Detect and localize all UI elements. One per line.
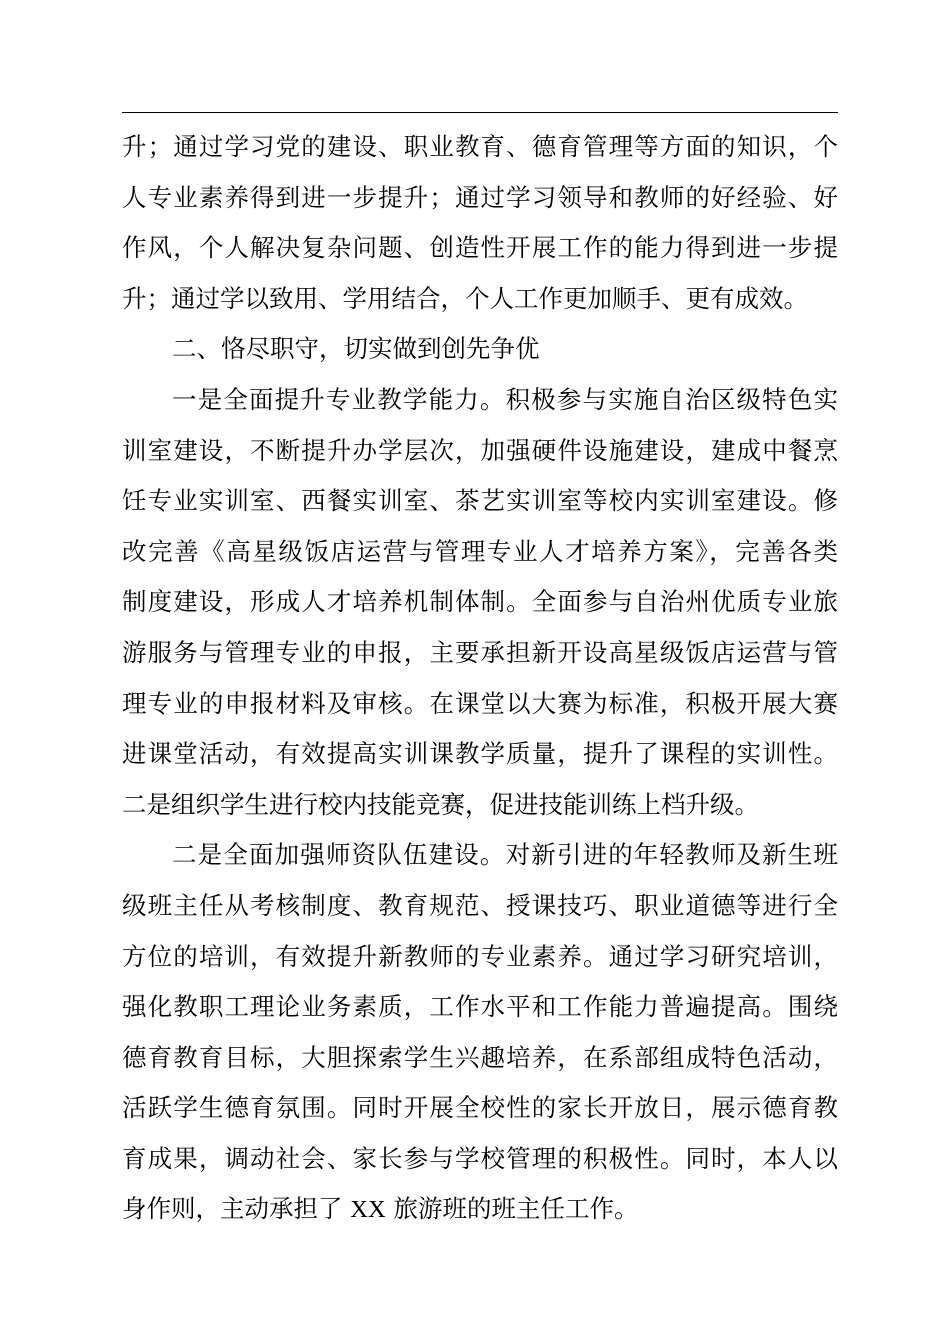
text-line: 理专业的申报材料及审核。在课堂以大赛为标准，积极开展大赛	[122, 688, 838, 718]
text-line: 人专业素养得到进一步提升；通过学习领导和教师的好经验、好	[122, 182, 838, 212]
text-line: 二是组织学生进行校内技能竞赛，促进技能训练上档升级。	[122, 789, 759, 819]
text-line: 游服务与管理专业的申报，主要承担新开设高星级饭店运营与管	[122, 637, 838, 667]
text-line: 进课堂活动，有效提高实训课教学质量，提升了课程的实训性。	[122, 739, 838, 769]
text-line: 一是全面提升专业教学能力。积极参与实施自治区级特色实	[172, 384, 838, 414]
text-line	[122, 1184, 838, 1235]
class-code: XX	[350, 1196, 386, 1224]
text-line: 制度建设，形成人才培养机制体制。全面参与自治州优质专业旅	[122, 587, 838, 617]
paragraph-teaching-ability	[122, 375, 838, 830]
header-rule	[122, 112, 838, 113]
text-line: 升；通过学以致用、学用结合，个人工作更加顺手、更有成效。	[122, 283, 808, 313]
text-line: 饪专业实训室、西餐实训室、茶艺实训室等校内实训室建设。修	[122, 486, 838, 516]
text-line: 德育教育目标，大胆探索学生兴趣培养，在系部组成特色活动，	[122, 1042, 838, 1072]
closing-text-before: 身作则，主动承担了	[122, 1194, 343, 1224]
text-line: 改完善《高星级饭店运营与管理专业人才培养方案》，完善各类	[122, 536, 838, 566]
text-line: 育成果，调动社会、家长参与学校管理的积极性。同时，本人以	[122, 1143, 838, 1173]
paragraph-continuation	[122, 122, 838, 324]
heading-line: 二、恪尽职守，切实做到创先争优	[172, 334, 540, 364]
text-line: 强化教职工理论业务素质，工作水平和工作能力普遍提高。围绕	[122, 992, 838, 1022]
text-line: 训室建设，不断提升办学层次，加强硬件设施建设，建成中餐烹	[122, 435, 838, 465]
text-line: 方位的培训，有效提升新教师的专业素养。通过学习研究培训，	[122, 941, 838, 971]
text-line: 级班主任从考核制度、教育规范、授课技巧、职业道德等进行全	[122, 890, 838, 920]
paragraph-teacher-team	[122, 830, 838, 1235]
closing-text-after: 旅游班的班主任工作。	[393, 1194, 639, 1224]
text-line: 作风，个人解决复杂问题、创造性开展工作的能力得到进一步提	[122, 233, 838, 263]
text-line: 活跃学生德育氛围。同时开展全校性的家长开放日，展示德育教	[122, 1093, 838, 1123]
text-line: 升；通过学习党的建设、职业教育、德育管理等方面的知识，个	[122, 132, 838, 161]
section-heading	[122, 324, 838, 375]
text-line: 二是全面加强师资队伍建设。对新引进的年轻教师及新生班	[172, 840, 838, 870]
body-text	[122, 122, 838, 1235]
